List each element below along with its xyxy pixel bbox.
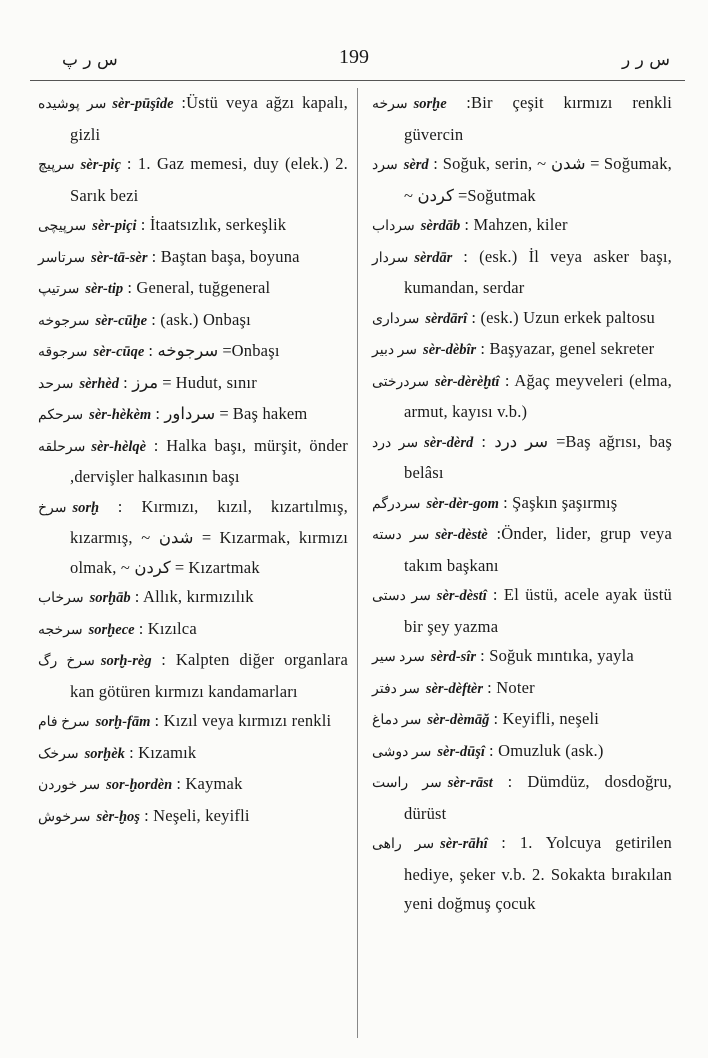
entry-definition: : 1. Yolcuya getirilen hediye, şeker v.b. 2. Sokakta bırakılan yeni doğmuş çocuk [404,833,672,913]
entry-arabic: سرجوقه [38,345,88,360]
dictionary-entry [372,704,672,736]
entry-arabic: سر راهی [372,837,435,852]
entry-headword: sorḫ-fām [95,714,151,730]
entry-definition: : General, tuğgeneral [127,278,271,297]
entry-headword: sèr-hèlqè [91,438,147,455]
entry-arabic: سر راست [372,776,442,791]
entry-arabic: سرخ فام [38,715,90,730]
entry-arabic: سرخ رگ [38,654,95,669]
entry-headword: sèr-dèstî [436,588,487,604]
dictionary-entry [38,273,348,305]
entry-arabic: سرپیچ [38,158,75,173]
entry-definition: : Kırmızı, kızıl, kızartılmış, kızarmış, ~ شدن = Kızarmak, kırmızı olmak, ~ کردن = Kızartmak [70,496,348,577]
entry-definition: : (ask.) Onbaşı [151,309,251,329]
column-divider [357,88,358,1038]
dictionary-entry [38,645,348,706]
entry-headword: sèr-rāhî [440,836,488,852]
entry-headword: sèr-rāst [447,775,493,791]
entry-headword: sorḫāb [89,590,131,606]
dictionary-entry [38,582,348,614]
entry-arabic: سرخ [38,500,67,516]
entry-definition: : Soğuk, serin, ~ شدن = Soğumak, ~ کردن =Soğutmak [404,154,672,205]
entry-definition: : Kızıl veya kırmızı renkli [154,711,332,730]
entry-arabic: سرخجه [38,622,83,638]
header-left-letters: س ر پ [62,50,118,70]
entry-definition: :Önder, lider, grup veya takım başkanı [404,524,673,575]
dictionary-entry [38,210,348,242]
entry-headword: sorḫ-règ [100,653,152,669]
entry-headword: sèr-dèbîr [423,342,477,358]
entry-definition: : Allık, kırmızılık [134,587,254,606]
entry-arabic: سر خوردن [38,778,101,793]
entry-headword: sèrdāb [420,218,461,234]
entry-definition: : Dümdüz, dosdoğru, dürüst [404,772,672,823]
dictionary-entry [372,673,672,705]
entry-definition: : Ağaç meyveleri (elma, armut, kayısı v.b.) [404,370,672,421]
dictionary-entry [372,149,672,210]
entry-arabic: سرخاب [38,591,84,606]
dictionary-entry [372,334,672,366]
entry-definition: : Baştan başa, boyuna [151,246,300,266]
page-number: 199 [339,46,369,68]
entry-arabic: سر دفتر [372,681,420,697]
entry-arabic: سرپیچی [38,219,87,234]
entry-arabic: سر دماغ [372,713,422,728]
entry-definition: : Kızamık [129,742,197,762]
entry-headword: sèrd [403,157,429,173]
entry-arabic: سرتاسر [38,250,86,266]
entry-headword: sèr-pūşîde [112,96,174,112]
entry-arabic: سر پوشیده [38,97,107,112]
entry-definition: : İtaatsızlık, serkeşlik [140,215,287,234]
entry-arabic: سردرگم [372,496,421,512]
entry-arabic: سرد [372,158,398,173]
dictionary-entry [372,736,672,768]
entry-headword: sèr-tip [85,281,124,297]
dictionary-entry [38,492,348,583]
entry-headword: sèr-tā-sèr [91,249,148,266]
entry-headword: sèr-dèstè [435,527,488,543]
entry-headword: sèr-dèmāğ [427,712,490,728]
right-column [372,88,672,919]
header-rule [30,80,685,81]
entry-definition: : (esk.) İl veya asker başı, kumandan, serdar [404,246,673,297]
dictionary-entry [372,210,672,242]
entry-arabic: سرحکم [38,408,84,423]
dictionary-entry [372,303,672,335]
entry-definition: : El üstü, acele ayak üstü bir şey yazma [404,585,672,636]
dictionary-entry [372,366,672,427]
entry-headword: sèrd-sîr [430,649,476,665]
entry-arabic: سردرختی [372,374,429,390]
page-header [0,42,708,72]
dictionary-entry [372,641,672,673]
entry-headword: sèr-piç [80,157,121,173]
dictionary-entry [372,580,672,641]
dictionary-entry [38,305,348,337]
entry-definition: : 1. Gaz memesi, duy (elek.) 2. Sarık bezi [70,154,348,205]
entry-arabic: سرتیپ [38,282,80,297]
entry-arabic: سر دبیر [372,343,418,358]
entry-definition: : Kızılca [138,618,197,638]
entry-headword: sèr-cūḫe [95,312,148,329]
entry-arabic: سردار [372,250,409,266]
entry-arabic: سرحد [38,376,74,392]
dictionary-entry [372,242,672,303]
dictionary-entry [372,828,672,919]
entry-definition: : Omuzluk (ask.) [489,740,604,760]
entry-definition: :Bir çeşit kırmızı renkli güvercin [404,93,673,144]
entry-headword: sèr-cūqe [93,344,145,360]
entry-headword: sèr-dūşî [437,743,485,760]
entry-headword: sèr-dèrèḫtî [435,373,500,390]
dictionary-entry [38,431,348,492]
entry-headword: sèr-ḫoş [96,808,140,825]
entry-arabic: سرجوخه [38,313,90,329]
entry-headword: sèrdār [414,249,453,266]
dictionary-entry [38,368,348,400]
entry-definition: : Kaymak [176,774,243,793]
entry-headword: sorḫ [72,499,100,516]
dictionary-entry [38,614,348,646]
entry-definition: : Başyazar, genel sekreter [480,339,655,358]
dictionary-entry [372,767,672,828]
entry-definition: :Üstü veya ağzı kapalı, gizli [70,93,348,144]
entry-definition: : (esk.) Uzun erkek paltosu [471,307,655,327]
dictionary-entry [38,242,348,274]
entry-definition: : Halka başı, mürşit, önder ,dervişler halkasının başı [70,435,348,486]
entry-headword: sorḫece [88,621,135,638]
left-column [38,88,348,832]
header-right-letters: س ر ر [622,50,670,70]
entry-arabic: سر دسته [372,528,430,543]
dictionary-entry [372,519,672,580]
entry-definition: : سرداور = Baş hakem [155,404,308,423]
entry-arabic: سر درد [372,435,419,451]
entry-headword: sèrdārî [425,310,468,327]
dictionary-entry [372,88,672,149]
dictionary-entry [38,801,348,833]
entry-headword: sèr-hèkèm [89,407,152,423]
entry-arabic: سرخک [38,746,79,762]
entry-definition: : Neşeli, keyifli [144,805,250,825]
entry-definition: : Kalpten diğer organlara kan götüren kırmızı kandamarları [70,650,348,701]
entry-headword: sor-ḫordèn [106,777,173,793]
dictionary-entry [38,88,348,149]
entry-arabic: سرداب [372,219,415,234]
entry-arabic: سرخه [372,97,408,112]
entry-arabic: سرحلقه [38,439,86,455]
entry-arabic: سرد سیر [372,650,425,665]
entry-definition: : Mahzen, kiler [464,215,568,234]
dictionary-entry [38,769,348,801]
entry-headword: sorḫèk [84,745,125,762]
dictionary-entry [38,738,348,770]
entry-arabic: سرداری [372,311,420,327]
entry-definition: : سر درد =Baş ağrısı, baş belâsı [404,431,673,482]
entry-headword: sèr-piçi [92,218,137,234]
entry-arabic: سرخوش [38,809,91,825]
entry-arabic: سر دوشی [372,744,432,760]
dictionary-entry [372,427,672,488]
entry-definition: : سرجوخه =Onbaşı [148,341,280,360]
entry-headword: sorḫe [413,96,447,112]
entry-definition: : Noter [487,677,535,697]
dictionary-entry [38,149,348,210]
entry-definition: : Şaşkın şaşırmış [503,492,618,512]
entry-definition: : مرز = Hudut, sınır [123,372,257,392]
entry-headword: sèr-dèftèr [425,680,484,697]
entry-definition: : Keyifli, neşeli [493,709,600,728]
entry-definition: : Soğuk mıntıka, yayla [480,646,634,665]
entry-arabic: سر دستی [372,589,431,604]
entry-headword: sèrhèd [79,375,119,392]
dictionary-entry [372,488,672,520]
entry-headword: sèr-dèr-gom [426,495,499,512]
dictionary-entry [38,706,348,738]
dictionary-entry [38,336,348,368]
dictionary-entry [38,399,348,431]
entry-headword: sèr-dèrd [424,434,474,451]
